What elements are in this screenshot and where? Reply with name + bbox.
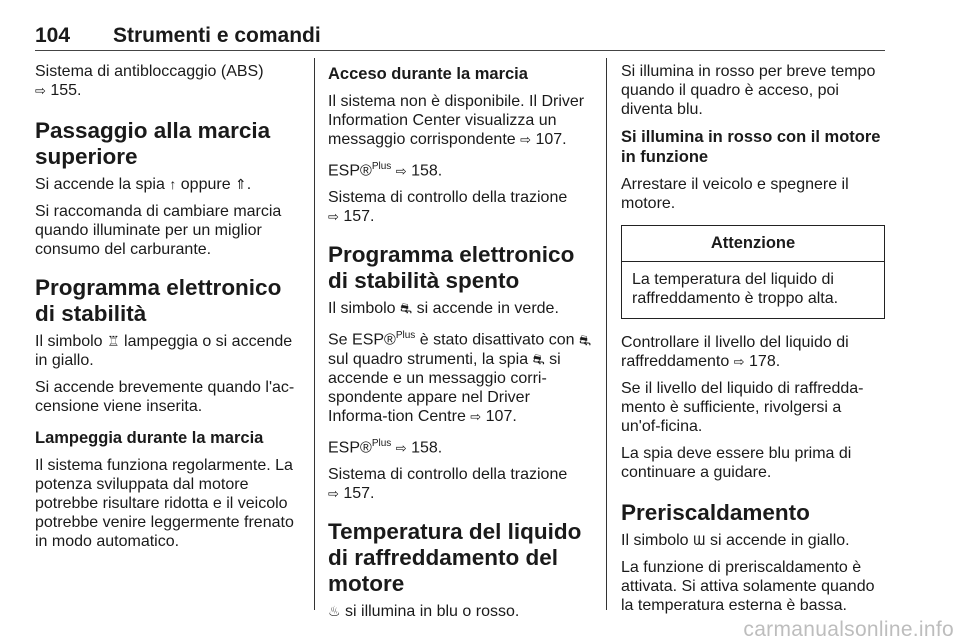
heading: Preriscaldamento (621, 500, 810, 525)
page-reference[interactable]: 157. (343, 208, 375, 226)
text: Sistema di controllo della trazione (328, 465, 568, 483)
paragraph: Si accende brevemente quando l'ac-censione viene inserita. (35, 379, 295, 415)
paragraph (35, 332, 301, 370)
subheading: Si illumina in rosso con il motore in funzione (621, 128, 881, 166)
page-reference[interactable]: 107. (485, 407, 517, 425)
preheat-coil-icon: Ɯ (693, 532, 706, 548)
paragraph (328, 326, 592, 425)
heading: Temperatura del liquido di raffreddamento del motore (328, 518, 582, 596)
ref-arrow-icon: ⇨ (395, 163, 407, 179)
text: Sistema di controllo della trazione (328, 189, 568, 207)
paragraph (621, 531, 885, 550)
page-reference[interactable]: 178. (749, 353, 781, 370)
paragraph (35, 175, 301, 194)
page-reference[interactable]: 158. (411, 438, 443, 456)
text: lampeggia o si accende in giallo. (35, 333, 293, 369)
shift-up-alt-icon: ⇑ (235, 176, 247, 192)
column-divider (314, 58, 315, 610)
text: Sistema di antibloccaggio (ABS) (35, 63, 264, 80)
subheading: Acceso durante la marcia (328, 65, 528, 83)
paragraph (621, 333, 885, 371)
text: si accende e un messaggio corri-spondente appare nel Driver Informa-tion Centre (328, 350, 561, 425)
column-3 (621, 62, 885, 623)
text: Il sistema non è disponibile. Il Driver Information Center visualizza un messaggio corrispondente (328, 93, 585, 148)
paragraph: Il sistema funziona regolarmente. La potenza sviluppata dal motore potrebbe risultare ridotta e il veicolo potrebbe venire leggermente frenato in modo automatico. (35, 457, 294, 550)
text: si accende in giallo. (709, 532, 850, 549)
ref-arrow-icon: ⇨ (470, 408, 482, 424)
superscript: Plus (395, 330, 416, 342)
paragraph: La spia deve essere blu prima di continuare a guidare. (621, 445, 852, 481)
esp-icon: ♖ (107, 333, 120, 349)
text: Il simbolo (35, 333, 103, 350)
text: Controllare il livello del liquido di raffreddamento (621, 334, 849, 370)
paragraph: Se il livello del liquido di raffredda-mento è sufficiente, rivolgersi a un'of-ficina. (621, 380, 864, 435)
text: Si accende la spia (35, 176, 165, 193)
paragraph: Si illumina in rosso per breve tempo quando il quadro è acceso, poi diventa blu. (621, 63, 876, 118)
text: Il simbolo (328, 300, 396, 318)
text: ESP® (328, 438, 372, 456)
heading: Programma elettronico di stabilità spento (328, 242, 575, 294)
watermark: carmanualsonline.info (743, 618, 954, 641)
esp-off-icon: ⛐ (400, 300, 413, 317)
ref-arrow-icon: ⇨ (35, 83, 46, 98)
paragraph (35, 62, 301, 100)
paragraph: Si raccomanda di cambiare marcia quando illuminate per un miglior consumo del carburante. (35, 203, 282, 258)
column-2 (328, 62, 592, 629)
ref-arrow-icon: ⇨ (328, 209, 339, 225)
warning-title: Attenzione (622, 226, 884, 262)
esp-off-icon: ⛐ (578, 331, 592, 348)
page-reference[interactable]: 157. (343, 484, 375, 502)
heading: Programma elettronico di stabilità (35, 275, 282, 326)
paragraph (328, 602, 592, 621)
esp-off-icon: ⛐ (532, 350, 545, 367)
column-divider (606, 58, 607, 610)
subheading: Lampeggia durante la marcia (35, 429, 264, 447)
warning-box (621, 225, 885, 319)
page-reference[interactable]: 158. (411, 162, 443, 180)
heading: Passaggio alla marcia superiore (35, 118, 271, 169)
text: sul quadro strumenti, la spia (328, 350, 529, 368)
text: si accende in verde. (416, 300, 559, 318)
page-reference[interactable]: 155. (50, 82, 82, 99)
ref-arrow-icon: ⇨ (395, 439, 407, 455)
superscript: Plus (371, 161, 392, 172)
text: . (246, 176, 252, 193)
text: si illumina in blu o rosso. (345, 602, 520, 620)
paragraph (328, 434, 592, 457)
page-number: 104 (35, 24, 71, 47)
warning-body: La temperatura del liquido di raffreddamento è troppo alta. (632, 271, 839, 307)
page-title: Strumenti e comandi (113, 24, 321, 47)
paragraph (328, 465, 592, 503)
superscript: Plus (371, 437, 392, 449)
text: Se ESP® (328, 331, 396, 349)
shift-up-icon: ↑ (169, 176, 177, 192)
paragraph (328, 299, 592, 318)
paragraph (328, 188, 592, 226)
page-reference[interactable]: 107. (535, 131, 567, 148)
text: è stato disattivato con (419, 331, 575, 349)
ref-arrow-icon: ⇨ (328, 485, 339, 501)
paragraph: Arrestare il veicolo e spegnere il motore. (621, 176, 849, 212)
text: oppure (180, 176, 231, 193)
ref-arrow-icon: ⇨ (520, 132, 532, 147)
page-header (35, 20, 885, 51)
text: ESP® (328, 162, 372, 180)
paragraph (328, 92, 592, 149)
paragraph: La funzione di preriscaldamento è attivata. Si attiva solamente quando la temperatura esterna è bassa. (621, 559, 875, 614)
text: Il simbolo (621, 532, 689, 549)
column-1 (35, 62, 301, 559)
coolant-temperature-icon: ♨ (328, 602, 341, 619)
ref-arrow-icon: ⇨ (733, 354, 745, 369)
paragraph (328, 157, 592, 180)
